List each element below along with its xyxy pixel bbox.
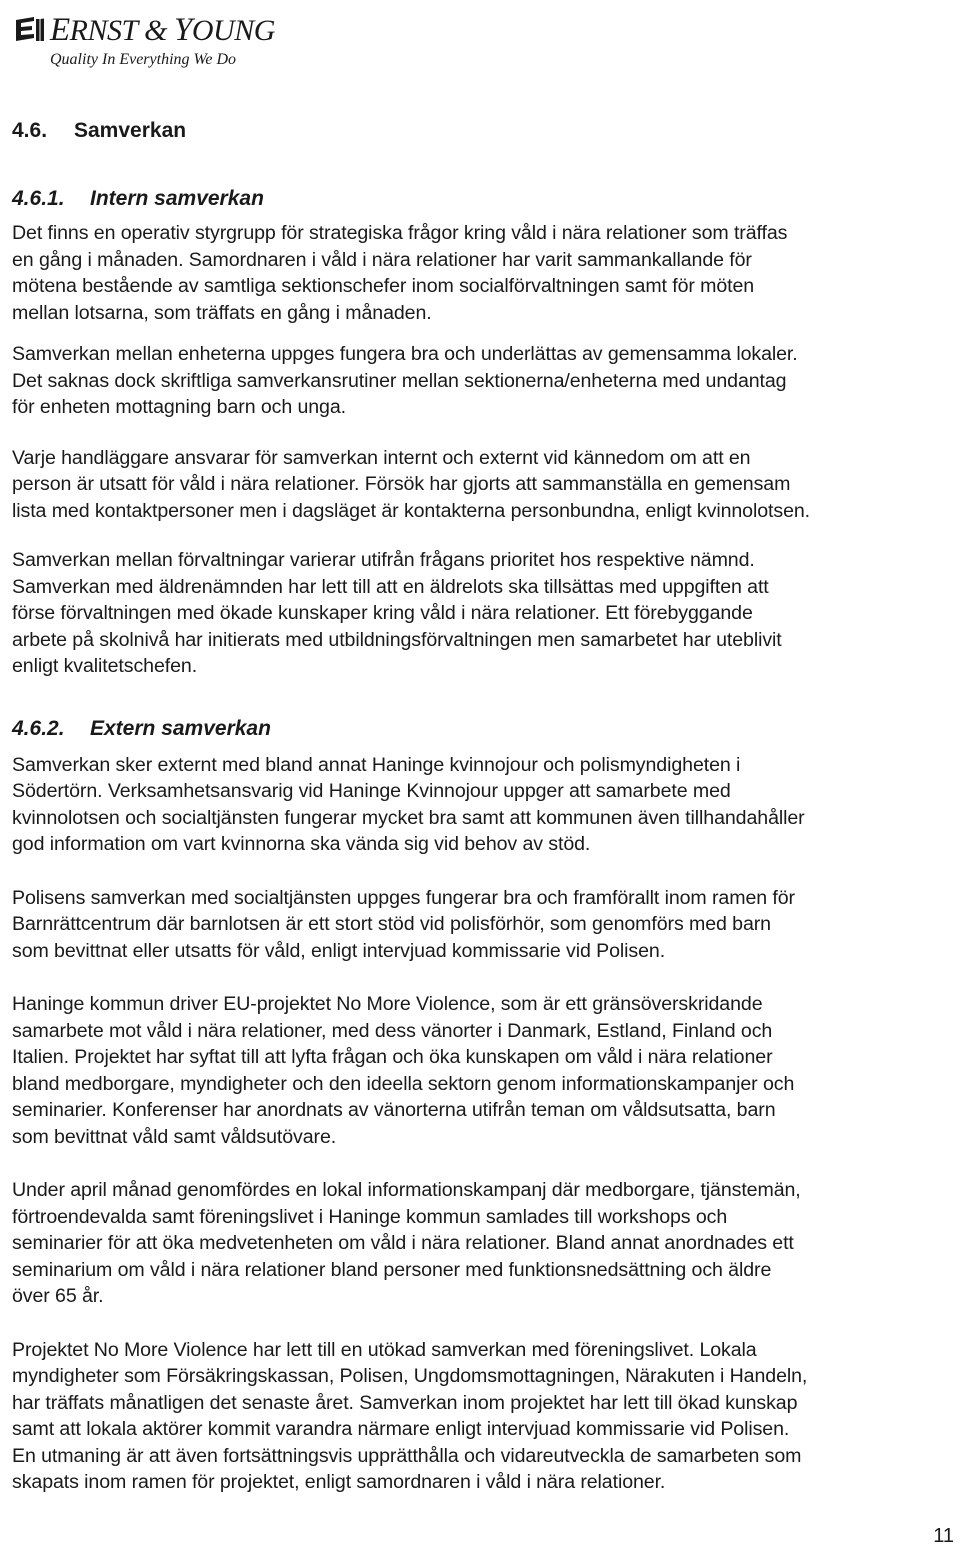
text-line: skapats inom ramen för projektet, enligt samordnaren i våld i nära relationer. [12,1471,666,1493]
paragraph [12,1337,960,1496]
paragraph [12,885,960,965]
text-line: arbete på skolnivå har initierats med utbildningsförvaltningen men samarbetet har uteblivit [12,628,782,651]
text-line: Samverkan mellan enheterna uppges fungera bra och underlättas av gemensamma lokaler. [12,343,798,365]
text-line: myndigheter som Försäkringskassan, Polisen, Ungdomsmottagningen, Närakuten i Handeln, [12,1365,808,1387]
text-line: förtroendevalda samt föreningslivet i Haninge kommun samlades till workshops och [12,1205,728,1228]
text-line: bland medborgare, myndigheter och den ideella sektorn genom informationskampanjer och [12,1072,795,1095]
text-line: mellan lotsarna, som träffats en gång i månaden. [12,301,432,324]
text-line: person är utsatt för våld i nära relationer. Försök har gjorts att sammanställa en gemensam [12,473,791,495]
ey-logo-icon [14,17,44,43]
text-line: har träffats månatligen det senaste året. Samverkan inom projektet har lett till ökad kunskap [12,1391,798,1414]
paragraph [12,445,960,525]
text-line: Haninge kommun driver EU-projektet No More Violence, som är ett gränsöverskridande [12,993,763,1015]
section-number: 4.6. [12,119,48,142]
text-line: som bevittnat eller utsatts för våld, enligt intervjuad kommissarie vid Polisen. [12,939,666,962]
text-line: Projektet No More Violence har lett till en utökad samverkan med föreningslivet. Lokala [12,1338,757,1361]
text-line: Det saknas dock skriftliga samverkansrutiner mellan sektionerna/enheterna med undantag [12,369,787,392]
text-line: samarbete mot våld i nära relationer, med dess vänorter i Danmark, Estland, Finland och [12,1019,773,1042]
section-title: Samverkan [74,119,187,142]
text-line: över 65 år. [12,1285,104,1307]
text-line: en gång i månaden. Samordnaren i våld i nära relationer har varit sammankallande för [12,248,752,271]
text-line: förse förvaltningen med ökade kunskaper kring våld i nära relationer. Ett förebyggande [12,602,753,624]
text-line: samt att lokala aktörer kommit varandra närmare enligt intervjuad kommissarie vid Polisen. [12,1418,790,1440]
text-line: Varje handläggare ansvarar för samverkan internt och externt vid kännedom om att en [12,446,751,469]
text-line: Det finns en operativ styrgrupp för strategiska frågor kring våld i nära relationer som träffas [12,222,788,244]
text-line: seminarier. Konferenser har anordnats av vänorterna utifrån teman om våldsutsatta, barn [12,1099,776,1121]
paragraph [12,220,960,326]
text-line: enligt kvalitetschefen. [12,655,198,677]
text-line: för enheten mottagning barn och unga. [12,396,346,418]
document-body [12,112,960,1496]
text-line: Polisens samverkan med socialtjänsten uppges fungerar bra och framförallt inom ramen för [12,886,795,909]
text-line: mötena bestående av samtliga sektionschefer inom socialförvaltningen samt för möten [12,275,755,297]
subsection-heading-intern [12,184,960,214]
text-line: lista med kontaktpersoner men i dagsläget är kontakterna personbundna, enligt kvinnolotsen. [12,499,811,522]
section-heading [12,116,960,146]
subsection-title: Extern samverkan [90,716,271,740]
text-line: En utmaning är att även fortsättningsvis upprätthålla och vidareutveckla de samarbeten som [12,1444,802,1467]
paragraph [12,547,960,680]
page-number: 11 [933,1525,954,1547]
text-line: Samverkan sker externt med bland annat Haninge kvinnojour och polismyndigheten i [12,753,741,776]
paragraph [12,991,960,1150]
subsection-heading-extern [12,714,960,744]
text-line: som bevittnat våld samt våldsutövare. [12,1125,337,1148]
text-line: god information om vart kvinnorna ska vända sig vid behov av stöd. [12,833,591,855]
text-line: Samverkan med äldrenämnden har lett till att en äldrelots ska tillsättas med uppgiften att [12,575,769,598]
text-line: seminarium om våld i nära relationer bland personer med funktionsnedsättning och äldre [12,1258,772,1281]
subsection-number: 4.6.1. [12,187,65,210]
ernst-young-logo [14,10,274,70]
text-line: Södertörn. Verksamhetsansvarig vid Haninge Kvinnojour uppger att samarbete med [12,780,731,802]
brand-name: ERNST & YOUNG [50,12,275,48]
text-line: Under april månad genomfördes en lokal informationskampanj där medborgare, tjänstemän, [12,1179,801,1201]
text-line: Samverkan mellan förvaltningar varierar utifrån frågans prioritet hos respektive nämnd. [12,549,755,571]
subsection-title: Intern samverkan [90,187,264,210]
paragraph [12,1177,960,1310]
text-line: kvinnolotsen och socialtjänsten fungerar mycket bra samt att kommunen även tillhandahåller [12,806,805,829]
paragraph [12,341,960,421]
text-line: Italien. Projektet har syftat till att lyfta frågan och öka kunskapen om våld i nära relationer [12,1046,773,1068]
paragraph [12,752,960,858]
text-line: seminarier för att öka medvetenheten om våld i nära relationer. Bland annat anordnades ett [12,1232,794,1254]
subsection-number: 4.6.2. [12,716,65,740]
text-line: Barnrättcentrum där barnlotsen är ett stort stöd vid polisförhör, som genomförs med barn [12,913,771,935]
brand-tagline: Quality In Everything We Do [50,51,237,68]
